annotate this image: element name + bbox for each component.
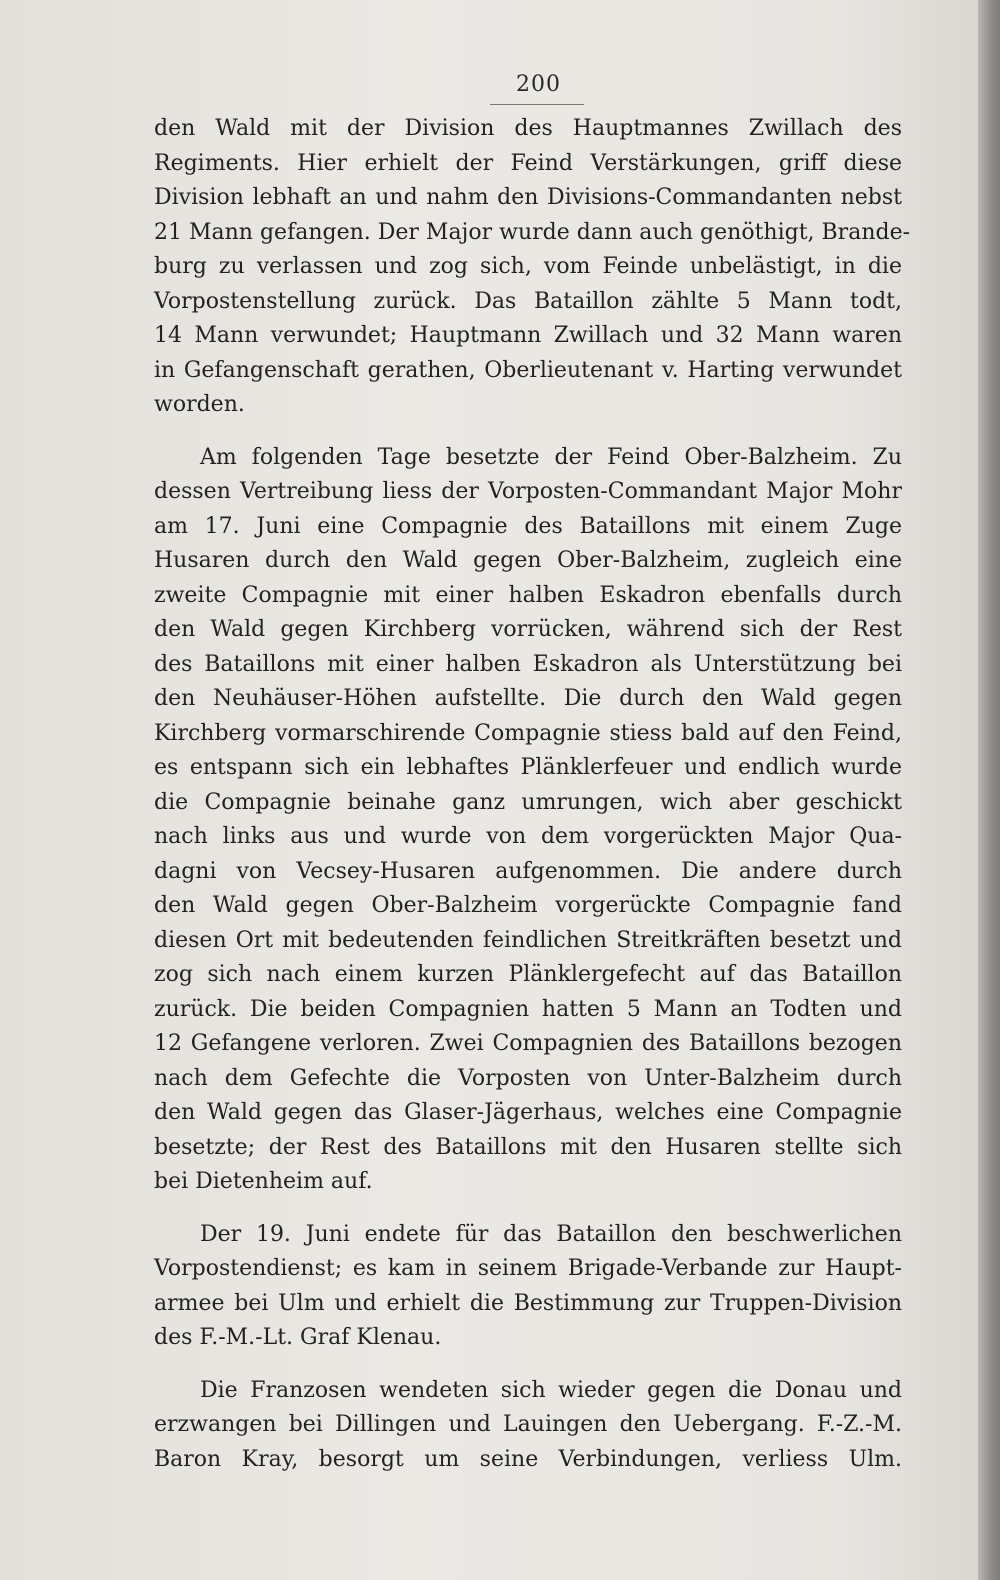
text-line: 21 Mann gefangen. Der Major wurde dann auch genöthigt, Brande- <box>154 219 911 245</box>
text-line: diesen Ort mit bedeutenden feindlichen Streitkräften besetzt und <box>154 927 902 953</box>
page-number-rule <box>490 104 584 105</box>
text-line: des Bataillons mit einer halben Eskadron als Unterstützung bei <box>154 651 902 677</box>
page-edge-shadow <box>978 0 1000 1580</box>
paragraph-1 <box>154 112 911 423</box>
text-line: erzwangen bei Dillingen und Lauingen den Uebergang. F.-Z.-M. <box>154 1412 902 1437</box>
text-line: besetzte; der Rest des Bataillons mit den Husaren stellte sich <box>154 1134 902 1160</box>
text-line: Vorpostenstellung zurück. Das Bataillon zählte 5 Mann todt, <box>154 288 902 314</box>
paragraph-2 <box>154 441 902 1200</box>
text-line: Der 19. Juni endete für das Bataillon den beschwerlichen <box>200 1221 902 1247</box>
text-line: Regiments. Hier erhielt der Feind Verstärkungen, griff diese <box>154 150 902 176</box>
text-line: den Wald gegen Kirchberg vorrücken, während sich der Rest <box>154 617 902 642</box>
text-line: dagni von Vecsey-Husaren aufgenommen. Die andere durch <box>154 858 902 884</box>
text-line: den Wald mit der Division des Hauptmannes Zwillach des <box>154 116 902 141</box>
text-line: armee bei Ulm und erhielt die Bestimmung zur Truppen-Division <box>154 1290 902 1316</box>
text-line: Baron Kray, besorgt um seine Verbindungen, verliess Ulm. <box>154 1446 902 1472</box>
paragraph-4 <box>154 1374 902 1478</box>
text-line: zweite Compagnie mit einer halben Eskadron ebenfalls durch <box>154 582 902 608</box>
body-text <box>154 112 911 1477</box>
text-line: Husaren durch den Wald gegen Ober-Balzheim, zugleich eine <box>154 548 902 573</box>
text-line: Vorpostendienst; es kam in seinem Brigade-Verbande zur Haupt- <box>154 1256 902 1281</box>
text-line: des F.-M.-Lt. Graf Klenau. <box>154 1325 442 1350</box>
text-line: 12 Gefangene verloren. Zwei Compagnien des Bataillons bezogen <box>154 1031 902 1056</box>
text-line: zog sich nach einem kurzen Plänklergefecht auf das Bataillon <box>154 962 902 987</box>
page-number: 200 <box>516 72 561 97</box>
text-line: den Neuhäuser-Höhen aufstellte. Die durch den Wald gegen <box>154 686 902 711</box>
text-line: dessen Vertreibung liess der Vorposten-Commandant Major Mohr <box>154 479 902 504</box>
text-line: den Wald gegen das Glaser-Jägerhaus, welches eine Compagnie <box>154 1100 902 1125</box>
text-line: die Compagnie beinahe ganz umrungen, wich aber geschickt <box>154 789 902 815</box>
text-line: in Gefangenschaft gerathen, Oberlieutenant v. Harting verwundet <box>154 357 902 383</box>
text-line: nach links aus und wurde von dem vorgerückten Major Qua- <box>154 824 902 849</box>
text-line: den Wald gegen Ober-Balzheim vorgerückte Compagnie fand <box>154 893 902 918</box>
text-line: Kirchberg vormarschirende Compagnie stiess bald auf den Feind, <box>154 720 902 746</box>
text-line: 14 Mann verwundet; Hauptmann Zwillach und 32 Mann waren <box>154 323 902 348</box>
text-line: Division lebhaft an und nahm den Divisions-Commandanten nebst <box>154 185 902 210</box>
text-line: Am folgenden Tage besetzte der Feind Ober-Balzheim. Zu <box>200 444 902 470</box>
text-line: zurück. Die beiden Compagnien hatten 5 Mann an Todten und <box>154 996 902 1022</box>
text-line: Die Franzosen wendeten sich wieder gegen die Donau und <box>200 1377 902 1403</box>
text-line: bei Dietenheim auf. <box>154 1169 373 1194</box>
text-line: am 17. Juni eine Compagnie des Bataillons mit einem Zuge <box>154 513 902 539</box>
paragraph-3 <box>154 1218 902 1356</box>
text-line: es entspann sich ein lebhaftes Plänklerfeuer und endlich wurde <box>154 755 902 780</box>
text-line: burg zu verlassen und zog sich, vom Feinde unbelästigt, in die <box>154 254 902 279</box>
text-line: nach dem Gefechte die Vorposten von Unter-Balzheim durch <box>154 1065 902 1091</box>
text-line: worden. <box>154 392 245 417</box>
